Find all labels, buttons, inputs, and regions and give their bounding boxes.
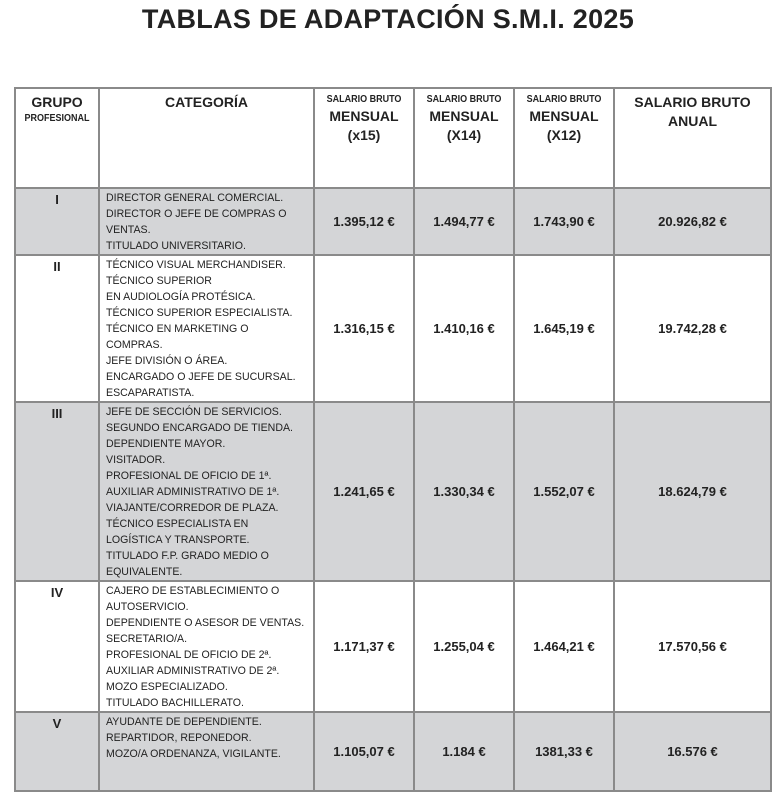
header-grupo [15, 88, 99, 188]
salary-anual-cell: 19.742,28 € [614, 255, 771, 402]
salary-x15-cell: 1.105,07 € [314, 712, 414, 791]
grupo-cell: IV [15, 581, 99, 712]
categoria-cell [99, 402, 314, 581]
category-line: EQUIVALENTE. [106, 566, 183, 578]
salary-x14-cell: 1.494,77 € [414, 188, 514, 255]
header-label: (X12) [546, 127, 582, 143]
category-line: PROFESIONAL DE OFICIO DE 2ª. [106, 649, 272, 661]
category-line: JEFE DIVISIÓN O ÁREA. [106, 355, 228, 367]
category-line: TITULADO UNIVERSITARIO. [106, 240, 246, 252]
header-label: (X14) [446, 127, 482, 143]
table-row [15, 402, 771, 581]
category-line: AUTOSERVICIO. [106, 601, 189, 613]
header-anual [614, 88, 771, 188]
salary-x12-cell: 1.743,90 € [514, 188, 614, 255]
category-line: SEGUNDO ENCARGADO DE TIENDA. [106, 422, 293, 434]
header-grupo-label: GRUPO [31, 94, 83, 110]
category-line: PROFESIONAL DE OFICIO DE 1ª. [106, 470, 272, 482]
salary-anual-cell: 18.624,79 € [614, 402, 771, 581]
table-row [15, 712, 771, 791]
category-line: TITULADO F.P. GRADO MEDIO O [106, 550, 269, 562]
header-label: SALARIO BRUTO [634, 94, 751, 110]
header-categoria [99, 88, 314, 188]
category-line: VENTAS. [106, 224, 151, 236]
header-label: MENSUAL [329, 108, 399, 124]
category-line: TÉCNICO SUPERIOR [106, 275, 212, 287]
category-line: ESCAPARATISTA. [106, 387, 195, 399]
salary-x14-cell: 1.410,16 € [414, 255, 514, 402]
category-line: COMPRAS. [106, 339, 163, 351]
header-x14 [414, 88, 514, 188]
header-grupo-sub: PROFESIONAL [24, 113, 90, 124]
category-line: TITULADO BACHILLERATO. [106, 697, 244, 709]
category-line: MOZO/A ORDENANZA, VIGILANTE. [106, 748, 281, 760]
salary-anual-cell: 16.576 € [614, 712, 771, 791]
category-line: ENCARGADO O JEFE DE SUCURSAL. [106, 371, 296, 383]
header-label: ANUAL [668, 113, 717, 129]
salary-x15-cell: 1.241,65 € [314, 402, 414, 581]
category-line: VISITADOR. [106, 454, 166, 466]
salary-x15-cell: 1.316,15 € [314, 255, 414, 402]
salary-x15-cell: 1.171,37 € [314, 581, 414, 712]
category-line: EN AUDIOLOGÍA PROTÉSICA. [106, 291, 256, 303]
salary-anual-cell: 20.926,82 € [614, 188, 771, 255]
header-x12 [514, 88, 614, 188]
salary-x12-cell: 1.552,07 € [514, 402, 614, 581]
category-line: AUXILIAR ADMINISTRATIVO DE 1ª. [106, 486, 280, 498]
salary-x15-cell: 1.395,12 € [314, 188, 414, 255]
category-line: AUXILIAR ADMINISTRATIVO DE 2ª. [106, 665, 280, 677]
category-line: DEPENDIENTE O ASESOR DE VENTAS. [106, 617, 305, 629]
header-row [15, 88, 771, 188]
category-line: VIAJANTE/CORREDOR DE PLAZA. [106, 502, 279, 514]
categoria-cell [99, 581, 314, 712]
salary-table [14, 87, 772, 792]
categoria-cell [99, 712, 314, 791]
grupo-cell: I [15, 188, 99, 255]
header-label: MENSUAL [429, 108, 499, 124]
header-label: SALARIO BRUTO [326, 94, 402, 105]
category-line: TÉCNICO ESPECIALISTA EN [106, 518, 249, 530]
category-line: DIRECTOR GENERAL COMERCIAL. [106, 192, 284, 204]
table-row [15, 581, 771, 712]
category-line: REPARTIDOR, REPONEDOR. [106, 732, 252, 744]
category-line: MOZO ESPECIALIZADO. [106, 681, 228, 693]
category-line: TÉCNICO SUPERIOR ESPECIALISTA. [106, 307, 293, 319]
category-line: LOGÍSTICA Y TRANSPORTE. [106, 534, 250, 546]
categoria-cell [99, 188, 314, 255]
salary-x12-cell: 1.464,21 € [514, 581, 614, 712]
header-label: (x15) [347, 127, 381, 143]
category-line: SECRETARIO/A. [106, 633, 188, 645]
header-categoria-label: CATEGORÍA [165, 94, 248, 110]
salary-x12-cell: 1.645,19 € [514, 255, 614, 402]
salary-x14-cell: 1.184 € [414, 712, 514, 791]
grupo-cell: II [15, 255, 99, 402]
category-line: TÉCNICO EN MARKETING O [106, 323, 249, 335]
categoria-cell [99, 255, 314, 402]
grupo-cell: V [15, 712, 99, 791]
category-line: CAJERO DE ESTABLECIMIENTO O [106, 585, 280, 597]
header-label: SALARIO BRUTO [426, 94, 502, 105]
table-row [15, 188, 771, 255]
page-title: TABLAS DE ADAPTACIÓN S.M.I. 2025 [141, 4, 635, 34]
category-line: JEFE DE SECCIÓN DE SERVICIOS. [106, 406, 282, 418]
grupo-cell: III [15, 402, 99, 581]
header-x15 [314, 88, 414, 188]
salary-x14-cell: 1.330,34 € [414, 402, 514, 581]
header-label: SALARIO BRUTO [526, 94, 602, 105]
category-line: TÉCNICO VISUAL MERCHANDISER. [106, 259, 286, 271]
table-row [15, 255, 771, 402]
header-label: MENSUAL [529, 108, 599, 124]
salary-x14-cell: 1.255,04 € [414, 581, 514, 712]
category-line: DEPENDIENTE MAYOR. [106, 438, 226, 450]
category-line: DIRECTOR O JEFE DE COMPRAS O [106, 208, 287, 220]
category-line: AYUDANTE DE DEPENDIENTE. [106, 716, 262, 728]
salary-anual-cell: 17.570,56 € [614, 581, 771, 712]
salary-x12-cell: 1381,33 € [514, 712, 614, 791]
